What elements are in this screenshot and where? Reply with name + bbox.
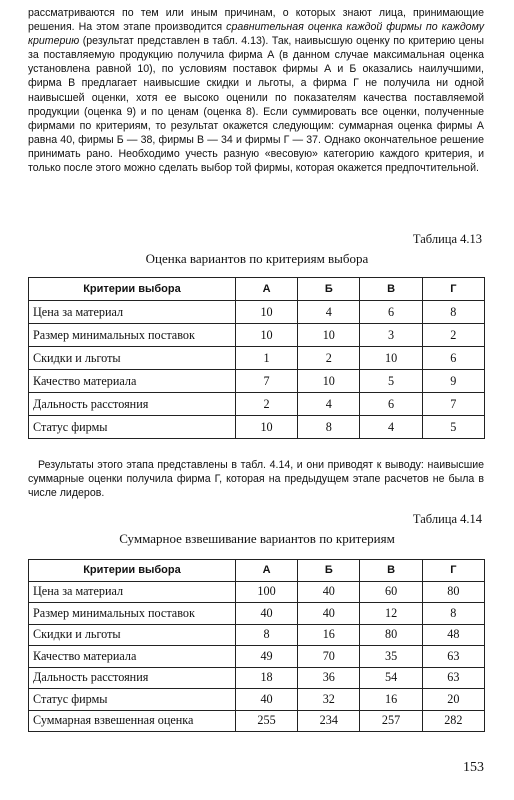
table1-title: Оценка вариантов по критериям выбора [145, 251, 369, 266]
table-row [29, 667, 485, 689]
table-cell: 4 [298, 301, 360, 324]
table-row [29, 581, 485, 603]
table-cell: 255 [235, 710, 297, 732]
intro-emphasis: сравнительная оценка каждой фирмы по каждому критерию [28, 21, 485, 48]
table-cell-criterion: Дальность расстояния [29, 393, 236, 416]
table-cell: 4 [360, 416, 422, 439]
table-row [29, 301, 485, 324]
table-cell: 8 [422, 603, 484, 625]
intro-text-1: рассматриваются по тем или иным причинам, о которых знают лица, принимающие решения. На этом этапе производится [28, 7, 484, 34]
table-row [29, 393, 485, 416]
table-cell: 80 [360, 624, 422, 646]
table-row-total [29, 710, 485, 732]
table-cell: 2 [298, 347, 360, 370]
table2-header-a: А [235, 560, 297, 582]
table-cell: 10 [235, 301, 297, 324]
table2-header-b: Б [298, 560, 360, 582]
table-cell: 16 [360, 689, 422, 711]
table-row [29, 416, 485, 439]
table1-header-v: В [360, 278, 422, 301]
table-cell: 60 [360, 581, 422, 603]
table-cell: 80 [422, 581, 484, 603]
table-cell: 63 [422, 646, 484, 668]
table-cell: 1 [235, 347, 297, 370]
table-cell-criterion: Качество материала [29, 646, 236, 668]
table1-header-criteria: Критерии выбора [29, 278, 236, 301]
table-cell-criterion: Размер минимальных поставок [29, 324, 236, 347]
table-cell: 40 [235, 603, 297, 625]
table2-header-criteria: Критерии выбора [29, 560, 236, 582]
table-cell-criterion: Качество материала [29, 370, 236, 393]
intro-paragraph [28, 6, 484, 175]
table-4-13 [28, 277, 485, 439]
table-cell: 12 [360, 603, 422, 625]
table2-header-row [29, 560, 485, 582]
table-cell: 234 [298, 710, 360, 732]
table-cell: 100 [235, 581, 297, 603]
table-cell: 6 [360, 393, 422, 416]
table-cell: 63 [422, 667, 484, 689]
results-paragraph: Результаты этого этапа представлены в табл. 4.14, и они приводят к выводу: наивысшие суммарные оценки получила фирма Г, которая на предыдущем этапе расчетов не была в числе лидеров. [28, 459, 484, 500]
table-cell: 10 [298, 370, 360, 393]
table-cell: 48 [422, 624, 484, 646]
table2-header-g: Г [422, 560, 484, 582]
table-4-14 [28, 559, 485, 732]
intro-text-2: (результат представлен в табл. 4.13). Так, наивысшую оценку по критерию цены за поставляемую продукцию получила фирма А (в данном случае максимальная оценка установлена равной 10), по условиям поставок фирмы А и Б оказались наилучшими, фирма В предлагает наивысшие скидки и льготы, а фирма Г не получила ни одной наивысшей оценки, хотя ее высоко оценили по показателям качества поставляемой продукции (оценка 9) и по ценам (оценка 8). Если суммировать все оценки, полученные фирмами по критериям, то результат окажется следующим: суммарная оценка фирмы А равна 40, фирмы Б — 38, фирмы В — 34 и фирмы Г — 37. Однако окончательное решение принимать рано. Необходимо учесть разную «весовую» категорию каждого критерия, и только после этого можно сделать выбор той фирмы, которая окажется предпочтительной. [28, 35, 484, 175]
table-cell: 8 [298, 416, 360, 439]
table-cell: 282 [422, 710, 484, 732]
table-cell: 9 [422, 370, 484, 393]
table-row [29, 347, 485, 370]
table-row [29, 324, 485, 347]
table2-header-v: В [360, 560, 422, 582]
table-row [29, 603, 485, 625]
table-row [29, 646, 485, 668]
table2-title: Суммарное взвешивание вариантов по критериям [119, 531, 395, 546]
table-cell: 5 [422, 416, 484, 439]
table-cell-criterion: Скидки и льготы [29, 347, 236, 370]
table-cell: 8 [422, 301, 484, 324]
table-cell: 49 [235, 646, 297, 668]
table-cell: 70 [298, 646, 360, 668]
table-cell: 6 [360, 301, 422, 324]
table-cell-criterion: Суммарная взвешенная оценка [29, 710, 236, 732]
table-cell: 32 [298, 689, 360, 711]
table-cell: 2 [422, 324, 484, 347]
table1-header-row [29, 278, 485, 301]
table-cell-criterion: Цена за материал [29, 581, 236, 603]
table-cell: 40 [235, 689, 297, 711]
table-cell: 5 [360, 370, 422, 393]
table-cell: 54 [360, 667, 422, 689]
table-cell: 40 [298, 603, 360, 625]
table-cell: 36 [298, 667, 360, 689]
table-cell-criterion: Цена за материал [29, 301, 236, 324]
table1-header-b: Б [298, 278, 360, 301]
table-cell: 3 [360, 324, 422, 347]
table1-header-g: Г [422, 278, 484, 301]
table-cell: 16 [298, 624, 360, 646]
table-cell-criterion: Статус фирмы [29, 689, 236, 711]
table-row [29, 624, 485, 646]
table-row [29, 689, 485, 711]
table-cell: 10 [298, 324, 360, 347]
table-cell-criterion: Дальность расстояния [29, 667, 236, 689]
table-cell: 35 [360, 646, 422, 668]
table-cell: 7 [422, 393, 484, 416]
table2-label: Таблица 4.14 [412, 512, 482, 526]
table-cell: 10 [235, 324, 297, 347]
table1-header-a: А [235, 278, 297, 301]
table-cell: 8 [235, 624, 297, 646]
table-cell-criterion: Скидки и льготы [29, 624, 236, 646]
page-number: 153 [463, 760, 484, 775]
table-cell-criterion: Статус фирмы [29, 416, 236, 439]
table-cell: 257 [360, 710, 422, 732]
table-cell: 40 [298, 581, 360, 603]
table1-label: Таблица 4.13 [412, 232, 482, 246]
table-cell: 6 [422, 347, 484, 370]
table-cell-criterion: Размер минимальных поставок [29, 603, 236, 625]
table-cell: 7 [235, 370, 297, 393]
table-cell: 20 [422, 689, 484, 711]
table-cell: 18 [235, 667, 297, 689]
table-cell: 4 [298, 393, 360, 416]
table-cell: 2 [235, 393, 297, 416]
table-row [29, 370, 485, 393]
table-cell: 10 [360, 347, 422, 370]
table-cell: 10 [235, 416, 297, 439]
